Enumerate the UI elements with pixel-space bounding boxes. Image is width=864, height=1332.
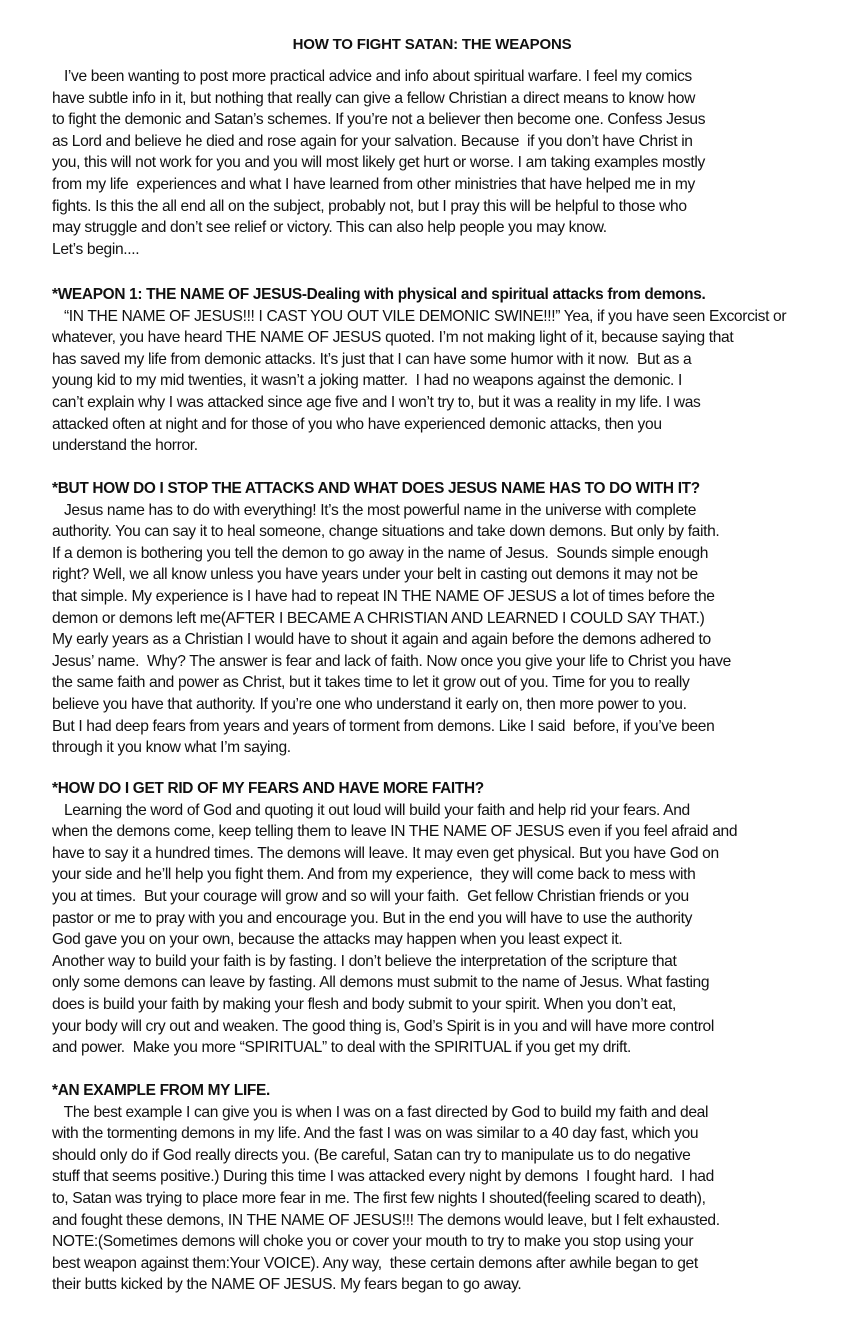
paragraph-line: does is build your faith by making your flesh and body submit to your spirit. When you don’t eat,: [52, 995, 676, 1013]
paragraph-line: with the tormenting demons in my life. And the fast I was on was similar to a 40 day fast, which you: [52, 1125, 699, 1143]
paragraph-line: have subtle info in it, but nothing that really can give a fellow Christian a direct means to know how: [52, 89, 696, 107]
paragraph-line: through it you know what I’m saying.: [52, 739, 291, 757]
paragraph-line: may struggle and don’t see relief or victory. This can also help people you may know.: [52, 219, 607, 237]
paragraph-line: the same faith and power as Christ, but it takes time to let it grow out of you. Time for you to really: [52, 674, 690, 692]
section-fears-faith: [52, 778, 822, 1059]
paragraph-line: understand the horror.: [52, 437, 198, 455]
paragraph-line: and power. Make you more “SPIRITUAL” to deal with the SPIRITUAL if you get my drift.: [52, 1039, 631, 1057]
paragraph-line: when the demons come, keep telling them to leave IN THE NAME OF JESUS even if you feel afraid and: [52, 823, 738, 841]
paragraph-line: best weapon against them:Your VOICE). Any way, these certain demons after awhile began to get: [52, 1254, 698, 1272]
section-heading: *BUT HOW DO I STOP THE ATTACKS AND WHAT DOES JESUS NAME HAS TO DO WITH IT?: [52, 480, 700, 497]
section-weapon-1: [52, 284, 822, 457]
paragraph-line: your side and he’ll help you fight them. And from my experience, they will come back to mess with: [52, 866, 696, 884]
section-heading: *WEAPON 1: THE NAME OF JESUS-Dealing with physical and spiritual attacks from demons.: [52, 286, 706, 303]
paragraph-line: fights. Is this the all end all on the subject, probably not, but I pray this will be helpful to those who: [52, 197, 687, 215]
paragraph-line: If a demon is bothering you tell the demon to go away in the name of Jesus. Sounds simple enough: [52, 544, 709, 562]
paragraph-line: whatever, you have heard THE NAME OF JESUS quoted. I’m not making light of it, because saying that: [52, 329, 734, 347]
paragraph-line: as Lord and believe he died and rose again for your salvation. Because if you don’t have Christ in: [52, 132, 693, 150]
paragraph-line: only some demons can leave by fasting. All demons must submit to the name of Jesus. What fasting: [52, 974, 710, 992]
paragraph-line: Jesus’ name. Why? The answer is fear and lack of faith. Now once you give your life to Christ you have: [52, 652, 732, 670]
paragraph-line: right? Well, we all know unless you have years under your belt in casting out demons it may not be: [52, 566, 698, 584]
paragraph-line: demon or demons left me(AFTER I BECAME A CHRISTIAN AND LEARNED I COULD SAY THAT.): [52, 609, 705, 627]
paragraph-line: NOTE:(Sometimes demons will choke you or cover your mouth to try to make you stop using your: [52, 1233, 694, 1251]
paragraph-line: their butts kicked by the NAME OF JESUS. My fears began to go away.: [52, 1276, 522, 1294]
section-heading: *HOW DO I GET RID OF MY FEARS AND HAVE MORE FAITH?: [52, 780, 484, 797]
page-title: HOW TO FIGHT SATAN: THE WEAPONS: [292, 36, 572, 53]
paragraph-line: God gave you on your own, because the attacks may happen when you least expect it.: [52, 931, 623, 949]
paragraph-line: believe you have that authority. If you’re one who understand it early on, then more power to you.: [52, 695, 687, 713]
paragraph-line: to fight the demonic and Satan’s schemes. If you’re not a believer then become one. Confess Jesus: [52, 111, 706, 129]
paragraph-line: should only do if God really directs you. (Be careful, Satan can try to manipulate us to do negative: [52, 1146, 691, 1164]
paragraph-line: I’ve been wanting to post more practical advice and info about spiritual warfare. I feel my comics: [52, 68, 692, 85]
paragraph-line: that simple. My experience is I have had to repeat IN THE NAME OF JESUS a lot of times before the: [52, 587, 715, 605]
section-intro: [52, 66, 822, 260]
paragraph-line: authority. You can say it to heal someone, change situations and take down demons. But only by faith.: [52, 523, 720, 541]
paragraph-line: can’t explain why I was attacked since age five and I won’t try to, but it was a reality in my life. I was: [52, 393, 701, 411]
paragraph-line: stuff that seems positive.) During this time I was attacked every night by demons I fought hard. I had: [52, 1168, 714, 1186]
paragraph-line: The best example I can give you is when I was on a fast directed by God to build my faith and deal: [52, 1103, 709, 1121]
paragraph-line: Jesus name has to do with everything! It’s the most powerful name in the universe with complete: [52, 501, 697, 519]
paragraph-line: have to say it a hundred times. The demons will leave. It may even get physical. But you have God on: [52, 844, 719, 862]
section-stop-attacks: [52, 478, 822, 759]
paragraph-line: But I had deep fears from years and years of torment from demons. Like I said before, if you’ve been: [52, 717, 715, 735]
paragraph-line: “IN THE NAME OF JESUS!!! I CAST YOU OUT VILE DEMONIC SWINE!!!” Yea, if you have seen Excorcist or: [52, 307, 787, 325]
paragraph-line: young kid to my mid twenties, it wasn’t a joking matter. I had no weapons against the demonic. I: [52, 372, 683, 390]
paragraph-line: and fought these demons, IN THE NAME OF JESUS!!! The demons would leave, but I felt exhausted.: [52, 1211, 720, 1229]
paragraph-line: Let’s begin....: [52, 240, 140, 258]
paragraph-line: to, Satan was trying to place more fear in me. The first few nights I shouted(feeling scared to death),: [52, 1189, 706, 1207]
paragraph-line: from my life experiences and what I have learned from other ministries that have helped me in my: [52, 175, 695, 193]
section-heading: *AN EXAMPLE FROM MY LIFE.: [52, 1082, 270, 1099]
paragraph-line: has saved my life from demonic attacks. It’s just that I can have some humor with it now. But as a: [52, 350, 692, 368]
paragraph-line: pastor or me to pray with you and encourage you. But in the end you will have to use the authority: [52, 909, 693, 927]
paragraph-line: My early years as a Christian I would have to shout it again and again before the demons adhered to: [52, 631, 711, 649]
paragraph-line: you at times. But your courage will grow and so will your faith. Get fellow Christian friends or you: [52, 887, 689, 905]
paragraph-line: Learning the word of God and quoting it out loud will build your faith and help rid your fears. And: [52, 801, 690, 819]
paragraph-line: attacked often at night and for those of you who have experienced demonic attacks, then you: [52, 415, 662, 433]
paragraph-line: your body will cry out and weaken. The good thing is, God’s Spirit is in you and will have more control: [52, 1017, 714, 1035]
paragraph-line: you, this will not work for you and you will most likely get hurt or worse. I am taking examples mostly: [52, 154, 705, 172]
paragraph-line: Another way to build your faith is by fasting. I don’t believe the interpretation of the scripture that: [52, 952, 677, 970]
section-example: [52, 1080, 822, 1296]
